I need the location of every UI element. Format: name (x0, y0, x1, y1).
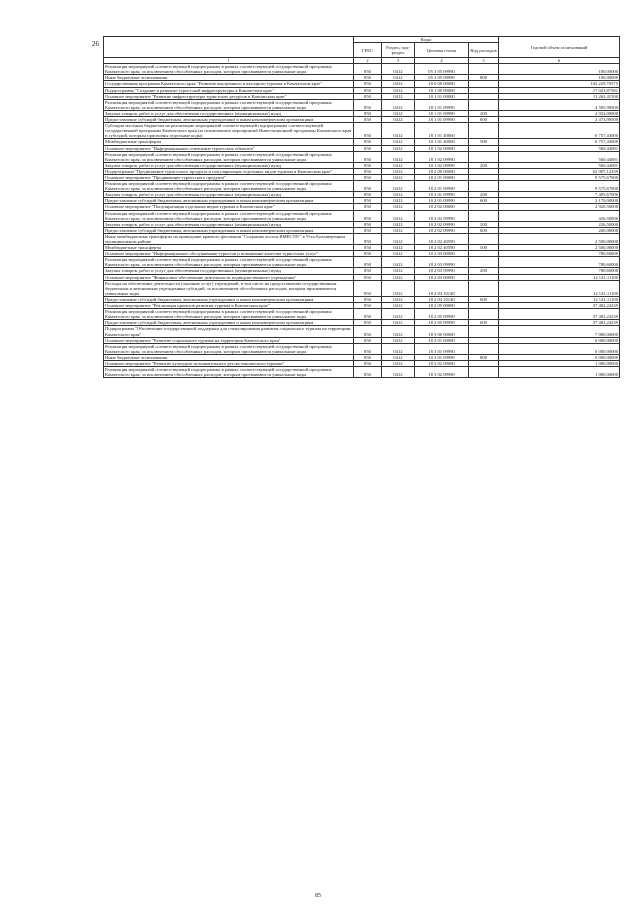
cell-sum: 12 141,11100 (499, 296, 620, 302)
cell-name: Межбюджетные трансферты (104, 245, 354, 251)
cell-grbs: 850 (354, 198, 382, 204)
cell-vr (469, 233, 499, 244)
cell-name: Расходы на обеспечение деятельности (оказание услуг) учреждений, в том числе на предоставление государственным бюджетным и автономным учреждениям субсидий, за исключением обособленных расходов, которым присваиваются уникальные коды (104, 280, 354, 296)
cell-sec: 0412 (382, 337, 415, 343)
cell-csr: 18 2 02 40590 (415, 245, 469, 251)
cell-grbs: 850 (354, 274, 382, 280)
cell-grbs: 850 (354, 145, 382, 151)
cell-csr: 18 3 01 09990 (415, 343, 469, 354)
cell-sec: 0412 (382, 280, 415, 296)
cell-name: Основное мероприятие "Реализация проектов развития туризма в Камчатском крае" (104, 303, 354, 309)
cell-name: Государственная программа Камчатского края "Развитие внутреннего и въездного туризма в Камчатском крае" (104, 81, 354, 87)
cell-grbs: 850 (354, 117, 382, 123)
cell-grbs: 850 (354, 110, 382, 116)
cell-name: Основное мероприятие "Развитие культурно-познавательного детско-юношеского туризма" (104, 360, 354, 366)
table-row (104, 309, 620, 320)
cell-name: Реализация мероприятий соответствующей подпрограммы в рамках соответствующей государственной программы Камчатского края, за исключением обособленных расходов, которым присваиваются уникальные коды (104, 343, 354, 354)
cell-sec: 0412 (382, 221, 415, 227)
cell-grbs: 850 (354, 367, 382, 378)
header-grbs: ГРБС (354, 43, 382, 58)
cell-csr: 18 2 00 00000 (415, 168, 469, 174)
cell-sec: 0412 (382, 233, 415, 244)
cell-sum: 780,60000 (499, 251, 620, 257)
cell-csr: 05 3 05 09990 (415, 75, 469, 81)
cell-sum: 560,44081 (499, 145, 620, 151)
cell-grbs: 850 (354, 337, 382, 343)
cell-grbs: 850 (354, 303, 382, 309)
cell-name: Иные бюджетные ассигнования (104, 75, 354, 81)
cell-name: Предоставление субсидий бюджетным, автономным учреждениям и иным некоммерческим организациям (104, 296, 354, 302)
cell-name: Основное мероприятие "Продвижение туристского продукта" (104, 174, 354, 180)
cell-sec: 0412 (382, 326, 415, 337)
cell-csr: 18 2 05 09990 (415, 320, 469, 326)
cell-name: Субсидии местным бюджетам на реализацию мероприятий соответствующей подпрограммы соответствующей государственной программы Камчатского края (за исключением мероприятий Инвестиционной программы Камчатского края и субсидий, которым присвоены отдельные коды) (104, 123, 354, 139)
cell-sum: 4 505,98500 (499, 99, 620, 110)
cell-sec: 0412 (382, 64, 415, 75)
cell-name: Межбюджетные трансферты (104, 139, 354, 145)
index-cell: 2 (354, 58, 382, 64)
cell-name: Реализация мероприятий соответствующей подпрограммы в рамках соответствующей государственной программы Камчатского края, за исключением обособленных расходов, которым присваиваются уникальные коды (104, 210, 354, 221)
cell-sum: 200,00000 (499, 227, 620, 233)
table-row (104, 257, 620, 268)
cell-vr: 600 (469, 117, 499, 123)
cell-sec: 0412 (382, 303, 415, 309)
cell-vr (469, 210, 499, 221)
cell-vr (469, 151, 499, 162)
cell-vr (469, 280, 499, 296)
table-row (104, 64, 620, 75)
cell-vr: 500 (469, 139, 499, 145)
cell-grbs: 850 (354, 151, 382, 162)
cell-vr (469, 343, 499, 354)
cell-name: Предоставление субсидий бюджетным, автономным учреждениям и иным некоммерческим организациям (104, 117, 354, 123)
cell-name: Основное мероприятие "Популяризация отдельных видов туризма в Камчатском крае" (104, 204, 354, 210)
cell-vr: 600 (469, 296, 499, 302)
cell-csr: 18 1 02 09990 (415, 151, 469, 162)
cell-grbs: 850 (354, 174, 382, 180)
header-name-cell (104, 37, 354, 58)
cell-sec: 0412 (382, 320, 415, 326)
cell-sec: 0412 (382, 360, 415, 366)
cell-vr (469, 309, 499, 320)
cell-name: Закупка товаров, работ и услуг для обеспечения государственных (муниципальных) нужд (104, 192, 354, 198)
cell-csr: 18 3 02 09990 (415, 367, 469, 378)
cell-csr: 18 2 01 00000 (415, 174, 469, 180)
cell-vr: 600 (469, 320, 499, 326)
cell-name: Иные межбюджетные трансферты на проведение краевого фестиваля "Сохраним лосося ВМЕСТЕ!" в Усть-Большерецком муниципальном районе (104, 233, 354, 244)
cell-grbs: 850 (354, 280, 382, 296)
cell-sum: 2 473,98500 (499, 117, 620, 123)
header-sum: Годовой объем ассигнований (499, 37, 620, 58)
cell-grbs: 850 (354, 168, 382, 174)
cell-grbs: 850 (354, 139, 382, 145)
cell-sum: 2 170,00000 (499, 198, 620, 204)
cell-sum: 102 229,70575 (499, 81, 620, 87)
cell-grbs: 850 (354, 204, 382, 210)
cell-vr: 200 (469, 110, 499, 116)
cell-sum: 62 907,12339 (499, 168, 620, 174)
cell-grbs: 850 (354, 233, 382, 244)
cell-grbs: 850 (354, 123, 382, 139)
table-row (104, 210, 620, 221)
cell-sum: 2 032,00000 (499, 110, 620, 116)
cell-sum: 2 926,50000 (499, 204, 620, 210)
cell-sec: 0412 (382, 198, 415, 204)
cell-sum: 12 141,11100 (499, 274, 620, 280)
cell-csr: 18 1 02 09990 (415, 162, 469, 168)
cell-sec: 0412 (382, 257, 415, 268)
cell-vr: 200 (469, 162, 499, 168)
cell-sec: 0412 (382, 251, 415, 257)
cell-name: Реализация мероприятий соответствующей подпрограммы в рамках соответствующей государственной программы Камчатского края, за исключением обособленных расходов, которым присваиваются уникальные коды (104, 309, 354, 320)
page-number: 26 (92, 40, 99, 48)
cell-csr: 18 1 01 09990 (415, 117, 469, 123)
cell-sec: 0412 (382, 123, 415, 139)
cell-name: Закупка товаров, работ и услуг для обеспечения государственных (муниципальных) нужд (104, 110, 354, 116)
cell-sec: 0412 (382, 343, 415, 354)
cell-grbs: 850 (354, 181, 382, 192)
table-row (104, 280, 620, 296)
cell-sec: 0412 (382, 168, 415, 174)
table-row (104, 123, 620, 139)
cell-sec: 0412 (382, 110, 415, 116)
cell-csr: 18 1 01 40060 (415, 123, 469, 139)
cell-sec: 0412 (382, 139, 415, 145)
cell-csr: 18 2 01 09990 (415, 181, 469, 192)
cell-sec: 0412 (382, 192, 415, 198)
cell-grbs: 850 (354, 99, 382, 110)
header-section: Раздел, под-раздел (382, 43, 415, 58)
cell-name: Закупка товаров, работ и услуг для обеспечения государственных (муниципальных) нужд (104, 162, 354, 168)
cell-csr: 18 1 00 00000 (415, 87, 469, 93)
cell-sum: 6 000,00000 (499, 343, 620, 354)
index-cell: 4 (415, 58, 469, 64)
cell-grbs: 850 (354, 227, 382, 233)
cell-sum: 6 757,43000 (499, 139, 620, 145)
cell-csr: 18 2 01 09990 (415, 192, 469, 198)
cell-grbs: 850 (354, 251, 382, 257)
cell-csr: 18 1 01 00000 (415, 93, 469, 99)
index-cell: 1 (104, 58, 354, 64)
cell-sec: 0412 (382, 181, 415, 192)
table-row (104, 99, 620, 110)
table-row (104, 151, 620, 162)
cell-grbs: 850 (354, 93, 382, 99)
index-cell: 3 (382, 58, 415, 64)
cell-csr: 18 2 01 09990 (415, 198, 469, 204)
cell-name: Предоставление субсидий бюджетным, автономным учреждениям и иным некоммерческим организациям (104, 227, 354, 233)
cell-name: Реализация мероприятий соответствующей подпрограммы в рамках соответствующей государственной программы Камчатского края, за исключением обособленных расходов, которым присваиваются уникальные коды (104, 151, 354, 162)
cell-sum: 100,00000 (499, 75, 620, 81)
cell-name: Иные бюджетные ассигнования (104, 354, 354, 360)
cell-sec: 0412 (382, 296, 415, 302)
cell-sec: 0412 (382, 87, 415, 93)
cell-sum: 37 482,24239 (499, 303, 620, 309)
cell-csr: 18 2 04 00000 (415, 274, 469, 280)
cell-csr: 18 2 05 09990 (415, 309, 469, 320)
cell-name: Предоставление субсидий бюджетным, автономным учреждениям и иным некоммерческим организациям (104, 198, 354, 204)
cell-csr: 18 2 02 09990 (415, 227, 469, 233)
cell-csr: 18 1 01 09990 (415, 110, 469, 116)
cell-sec: 0412 (382, 274, 415, 280)
footer-page-number: 85 (315, 893, 321, 899)
cell-vr: 200 (469, 268, 499, 274)
cell-sec: 0412 (382, 174, 415, 180)
cell-sec: 0412 (382, 204, 415, 210)
cell-vr (469, 181, 499, 192)
cell-name: Основное мероприятие "Развитие социального туризма на территории Камчатского края" (104, 337, 354, 343)
cell-name: Основное мероприятие "Финансовое обеспечение деятельности подведомственного учреждения" (104, 274, 354, 280)
cell-csr: 18 2 05 00000 (415, 303, 469, 309)
cell-grbs: 850 (354, 162, 382, 168)
cell-sum: 12 141,11100 (499, 280, 620, 296)
table-row (104, 343, 620, 354)
cell-name: Реализация мероприятий соответствующей подпрограммы в рамках соответствующей государственной программы Камчатского края, за исключением обособленных расходов, которым присваиваются уникальные коды (104, 181, 354, 192)
cell-sum: 7 405,67000 (499, 192, 620, 198)
cell-name: Подпрограмма "Продвижение туристского продукта и популяризация отдельных видов туризма в Камчатском крае" (104, 168, 354, 174)
cell-name: Основное мероприятие "Информационное обслуживание туристов и повышение качества туристских услуг" (104, 251, 354, 257)
cell-csr: 18 2 03 09990 (415, 257, 469, 268)
cell-sum: 6 757,43000 (499, 123, 620, 139)
cell-sec: 0412 (382, 354, 415, 360)
cell-grbs: 850 (354, 257, 382, 268)
budget-table (103, 36, 620, 378)
cell-csr: 18 1 02 00000 (415, 145, 469, 151)
cell-vr (469, 123, 499, 139)
cell-sum: 9 575,67000 (499, 181, 620, 192)
cell-csr: 18 1 01 09990 (415, 99, 469, 110)
index-cell: 6 (499, 58, 620, 64)
cell-sec: 0412 (382, 93, 415, 99)
cell-csr: 18 3 02 00000 (415, 360, 469, 366)
cell-sec: 0412 (382, 245, 415, 251)
cell-grbs: 850 (354, 326, 382, 337)
cell-vr: 600 (469, 198, 499, 204)
cell-sum: 6 000,00000 (499, 337, 620, 343)
cell-sec: 0412 (382, 151, 415, 162)
table-row (104, 181, 620, 192)
cell-grbs: 850 (354, 320, 382, 326)
cell-name: Основное мероприятие "Информационное освещение туристских объектов" (104, 145, 354, 151)
cell-sec: 0412 (382, 210, 415, 221)
cell-grbs: 850 (354, 268, 382, 274)
cell-csr: 18 2 04 10140 (415, 296, 469, 302)
cell-sec: 0412 (382, 75, 415, 81)
cell-grbs: 850 (354, 296, 382, 302)
cell-grbs: 850 (354, 81, 382, 87)
cell-sum: 2 500,00000 (499, 245, 620, 251)
cell-sec: 0412 (382, 81, 415, 87)
cell-sum: 9 575,67000 (499, 174, 620, 180)
cell-name: Предоставление субсидий бюджетным, автономным учреждениям и иным некоммерческим организациям (104, 320, 354, 326)
table-row (104, 233, 620, 244)
cell-sec: 0412 (382, 162, 415, 168)
cell-csr: 18 3 01 09990 (415, 354, 469, 360)
cell-vr (469, 367, 499, 378)
cell-vr: 800 (469, 354, 499, 360)
cell-sec: 0412 (382, 268, 415, 274)
cell-sum: 100,00000 (499, 64, 620, 75)
cell-sum: 780,60000 (499, 268, 620, 274)
cell-csr: 18 2 03 09990 (415, 268, 469, 274)
cell-vr (469, 257, 499, 268)
cell-name: Закупка товаров, работ и услуг для обеспечения государственных (муниципальных) нужд (104, 268, 354, 274)
cell-sum: 780,60000 (499, 257, 620, 268)
cell-name: Основное мероприятие "Развитие инфраструктуры туристских ресурсов в Камчатском крае" (104, 93, 354, 99)
cell-name: Реализация мероприятий соответствующей подпрограммы в рамках соответствующей государственной программы Камчатского края, за исключением обособленных расходов, которым присваиваются уникальные коды (104, 257, 354, 268)
cell-sum: 6 000,00000 (499, 354, 620, 360)
table-row (104, 326, 620, 337)
cell-csr: 18 2 03 00000 (415, 251, 469, 257)
cell-name: Подпрограмма "Создание и развитие туристской инфраструктуры в Камчатском крае" (104, 87, 354, 93)
cell-csr: 18 2 02 40590 (415, 233, 469, 244)
cell-csr: 18 3 00 00000 (415, 326, 469, 337)
cell-grbs: 850 (354, 309, 382, 320)
cell-csr: 18 2 02 09990 (415, 210, 469, 221)
index-cell: 5 (469, 58, 499, 64)
cell-vr (469, 326, 499, 337)
cell-sec: 0412 (382, 309, 415, 320)
cell-name: Реализация мероприятий соответствующей подпрограммы в рамках соответствующей государственной программы Камчатского края, за исключением обособленных расходов, которым присваиваются уникальные коды (104, 64, 354, 75)
cell-sum: 17 023,87581 (499, 87, 620, 93)
header-csr: Целевая статья (415, 43, 469, 58)
cell-vr: 800 (469, 75, 499, 81)
cell-grbs: 850 (354, 221, 382, 227)
cell-sec: 0412 (382, 117, 415, 123)
cell-name: Закупка товаров, работ и услуг для обеспечения государственных (муниципальных) нужд (104, 221, 354, 227)
cell-vr: 600 (469, 227, 499, 233)
cell-sec: 0412 (382, 227, 415, 233)
cell-sum: 37 482,24239 (499, 320, 620, 326)
cell-sum: 11 262,41500 (499, 93, 620, 99)
cell-name: Подпрограмма "Обеспечение государственной поддержки для стимулирования развития социального туризма на территории Камчатского края" (104, 326, 354, 337)
cell-name: Реализация мероприятий соответствующей подпрограммы в рамках соответствующей государственной программы Камчатского края, за исключением обособленных расходов, которым присваиваются уникальные коды (104, 367, 354, 378)
header-codes: Коды (354, 37, 499, 43)
cell-grbs: 850 (354, 64, 382, 75)
cell-sec: 0412 (382, 99, 415, 110)
table-row (104, 367, 620, 378)
cell-sum: 37 482,24239 (499, 309, 620, 320)
cell-sum: 426,50000 (499, 210, 620, 221)
cell-grbs: 850 (354, 343, 382, 354)
cell-sum: 7 000,00000 (499, 326, 620, 337)
cell-sum: 1 000,00000 (499, 367, 620, 378)
cell-vr: 200 (469, 221, 499, 227)
cell-csr: 18 2 02 00000 (415, 204, 469, 210)
header-vr: Вид расходов (469, 43, 499, 58)
cell-vr (469, 99, 499, 110)
cell-grbs: 850 (354, 354, 382, 360)
cell-sum: 226,50000 (499, 221, 620, 227)
cell-csr: 18 3 01 00000 (415, 337, 469, 343)
cell-grbs: 850 (354, 192, 382, 198)
cell-grbs: 850 (354, 87, 382, 93)
cell-sec: 0412 (382, 145, 415, 151)
cell-sec: 0412 (382, 367, 415, 378)
cell-grbs: 850 (354, 245, 382, 251)
cell-csr: 18 2 02 09990 (415, 221, 469, 227)
cell-vr: 500 (469, 245, 499, 251)
cell-sum: 560,44081 (499, 162, 620, 168)
cell-vr (469, 64, 499, 75)
cell-csr: 05 3 05 09990 (415, 64, 469, 75)
cell-sum: 1 000,00000 (499, 360, 620, 366)
cell-sum: 2 500,00000 (499, 233, 620, 244)
cell-name: Реализация мероприятий соответствующей подпрограммы в рамках соответствующей государственной программы Камчатского края, за исключением обособленных расходов, которым присваиваются уникальные коды (104, 99, 354, 110)
cell-csr: 18 0 00 00000 (415, 81, 469, 87)
cell-csr: 18 2 04 10140 (415, 280, 469, 296)
cell-grbs: 850 (354, 75, 382, 81)
cell-grbs: 850 (354, 360, 382, 366)
cell-vr: 200 (469, 192, 499, 198)
cell-csr: 18 1 01 40060 (415, 139, 469, 145)
cell-sum: 560,44081 (499, 151, 620, 162)
cell-grbs: 850 (354, 210, 382, 221)
